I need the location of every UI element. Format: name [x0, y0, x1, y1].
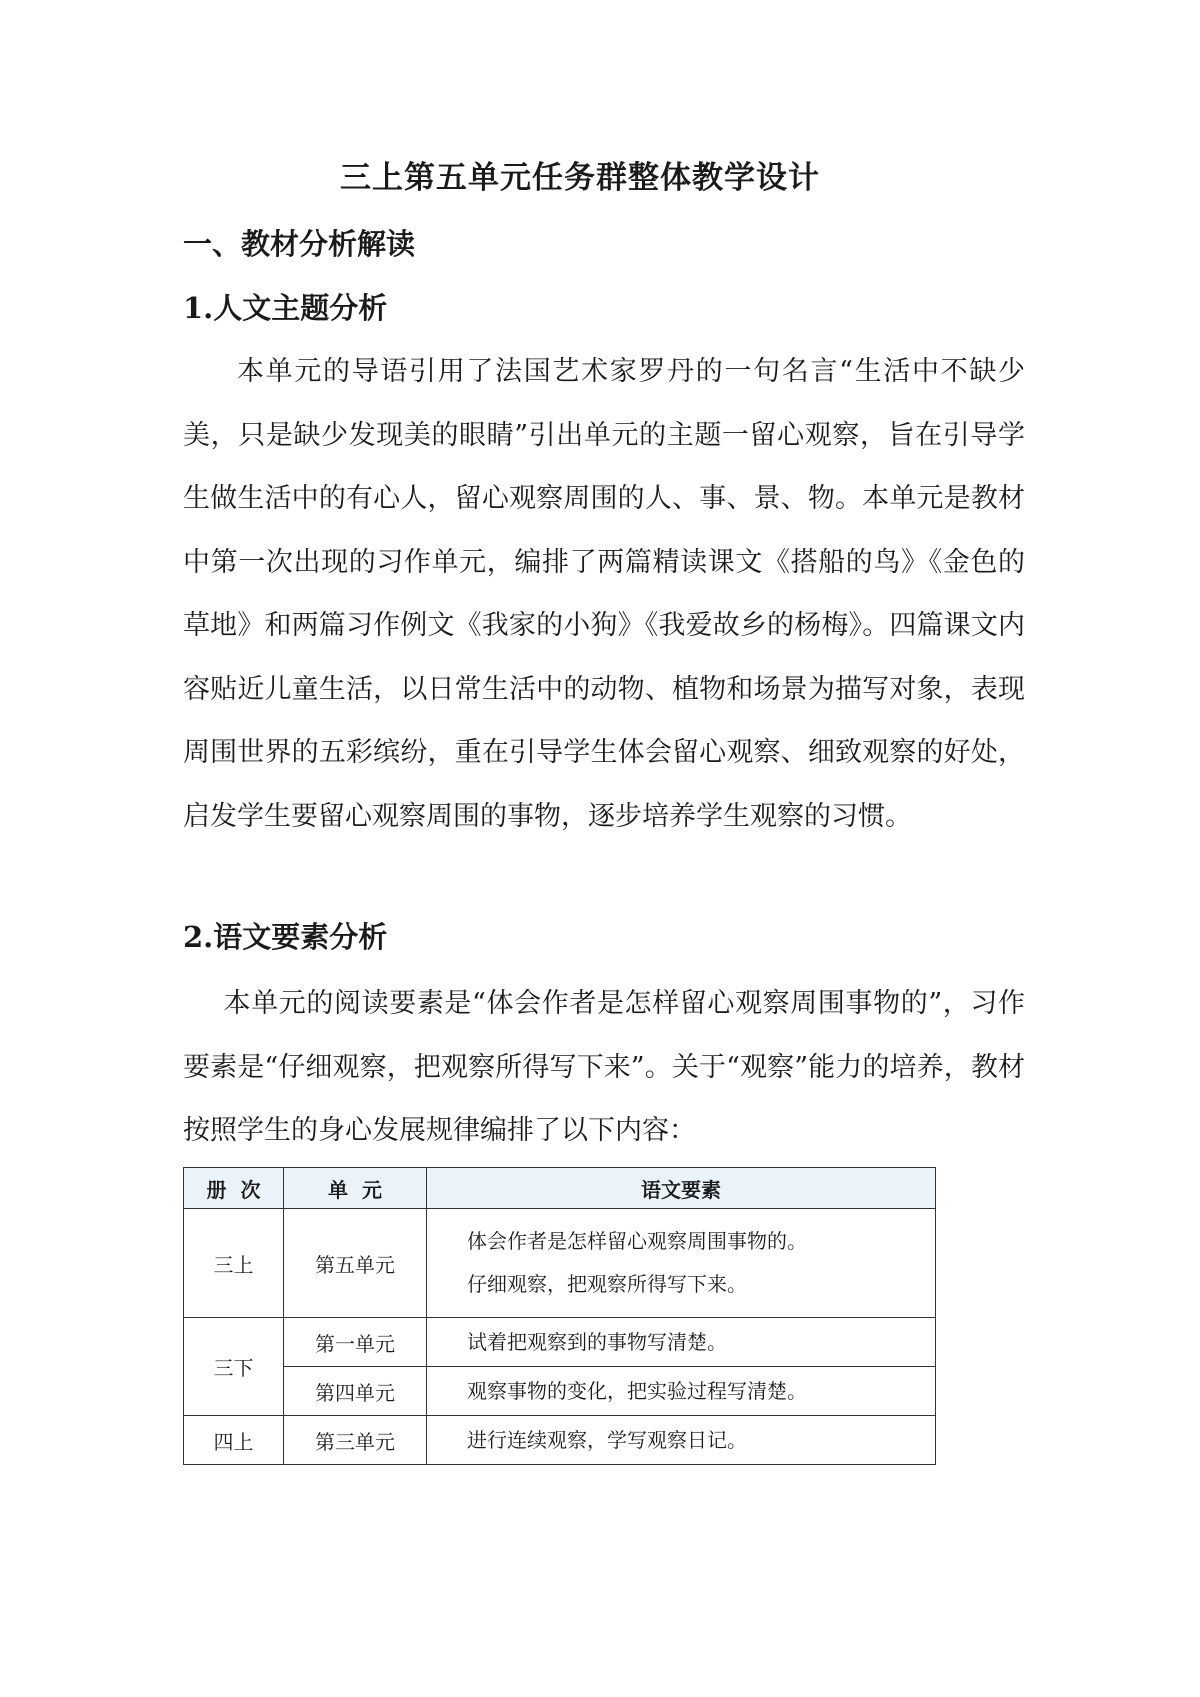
subsection-heading-language-elements: 2.语文要素分析 [183, 920, 388, 954]
header-volume: 册 次 [184, 1168, 284, 1209]
cell-unit: 第三单元 [284, 1416, 427, 1465]
cell-unit: 第四单元 [284, 1367, 427, 1416]
section-heading-textbook-analysis: 一、教材分析解读 [183, 227, 416, 261]
table-row [184, 1318, 936, 1367]
table-row [184, 1367, 936, 1416]
cell-unit: 第五单元 [284, 1209, 427, 1318]
cell-language-element: 观察事物的变化，把实验过程写清楚。 [427, 1367, 936, 1416]
subsection-heading-humanistic-theme: 1.人文主题分析 [183, 291, 388, 325]
table-row [184, 1416, 936, 1465]
header-language-element: 语文要素 [427, 1168, 936, 1209]
cell-volume: 三上 [184, 1209, 284, 1318]
cell-language-element: 体会作者是怎样留心观察周围事物的。 仔细观察，把观察所得写下来。 [427, 1209, 936, 1318]
paragraph-humanistic-theme: 本单元的导语引用了法国艺术家罗丹的一句名言“生活中不缺少美，只是缺少发现美的眼睛”引出单元的主题一留心观察，旨在引导学生做生活中的有心人，留心观察周围的人、事、景、物。本单元是教材中第一次出现的习作单元，编排了两篇精读课文《搭船的鸟》《金色的草地》和两篇习作例文《我家的小狗》《我爱故乡的杨梅》。四篇课文内容贴近儿童生活，以日常生活中的动物、植物和场景为描写对象，表现周围世界的五彩缤纷，重在引导学生体会留心观察、细致观察的好处，启发学生要留心观察周围的事物，逐步培养学生观察的习惯。 [183, 356, 1025, 832]
table-row [184, 1209, 936, 1318]
table-header-row [184, 1168, 936, 1209]
document-title: 三上第五单元任务群整体教学设计 [340, 160, 820, 196]
cell-volume: 三下 [184, 1318, 284, 1416]
cell-unit: 第一单元 [284, 1318, 427, 1367]
header-unit: 单 元 [284, 1168, 427, 1209]
cell-language-element: 试着把观察到的事物写清楚。 [427, 1318, 936, 1367]
cell-language-element: 进行连续观察，学写观察日记。 [427, 1416, 936, 1465]
language-elements-table [183, 1167, 936, 1465]
cell-volume: 四上 [184, 1416, 284, 1465]
paragraph-language-elements: 本单元的阅读要素是“体会作者是怎样留心观察周围事物的”，习作要素是“仔细观察，把观察所得写下来”。关于“观察”能力的培养，教材按照学生的身心发展规律编排了以下内容： [183, 988, 1025, 1146]
